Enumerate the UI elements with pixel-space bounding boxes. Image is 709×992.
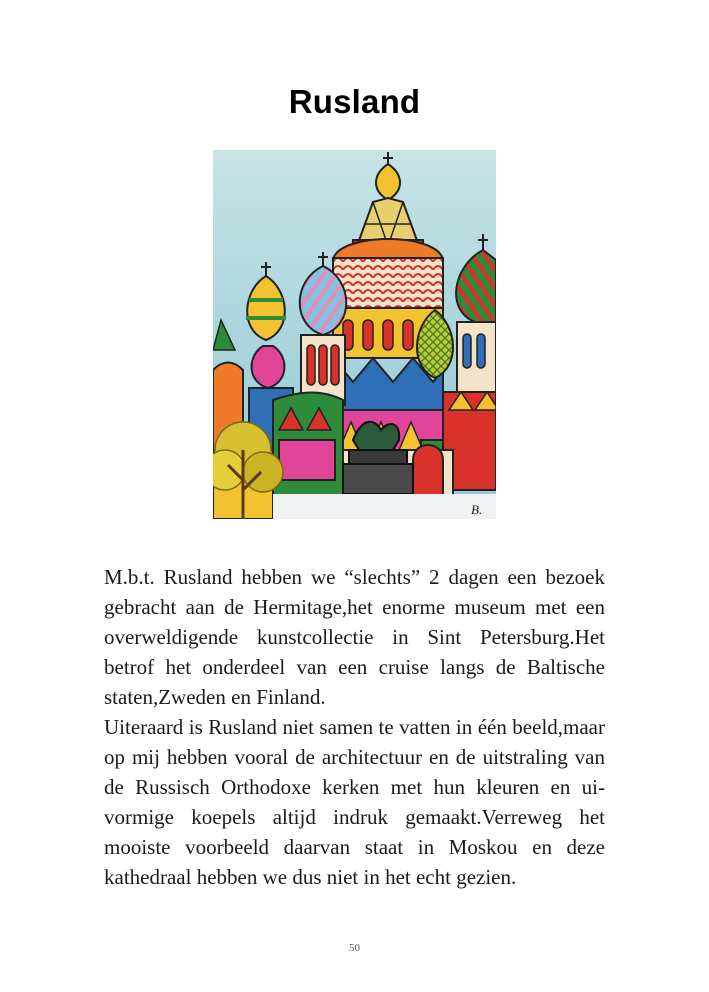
page-number: 50 [349,942,360,954]
paragraph-1: M.b.t. Rusland hebben we “slechts” 2 dagen een bezoek gebracht aan de Hermitage,het enorme museum met een overweldigende kunstcollectie in Sint Petersburg.Het betrof het onderdeel van een cruise langs de Baltische staten,Zweden en Finland. [104,565,605,709]
ground [273,494,496,519]
signature: B. [471,502,483,517]
body-text [104,562,605,892]
paragraph-2: Uiteraard is Rusland niet samen te vatten in één beeld,maar op mij hebben vooral de architectuur en de uitstraling van de Russisch Orthodoxe kerken met hun kleuren en ui-vormige koepels altijd indruk gemaakt.Verreweg het mooiste voorbeeld daarvan staat in Moskou en deze kathedraal hebben we dus niet in het echt gezien. [104,715,605,889]
page-title: Rusland [288,83,421,120]
cathedral-painting [213,150,496,519]
